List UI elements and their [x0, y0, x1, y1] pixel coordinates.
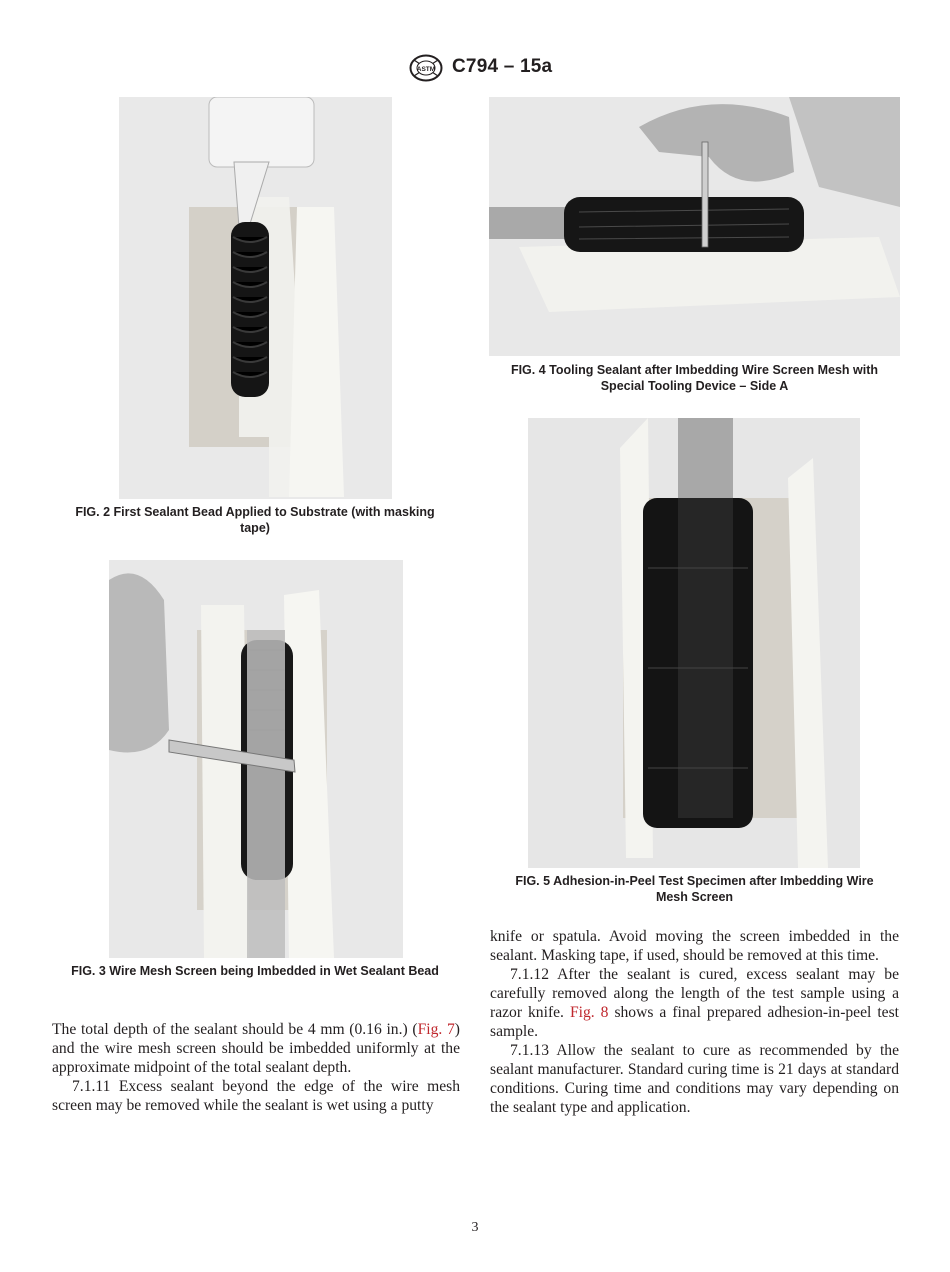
- fig5-photo: [528, 418, 860, 868]
- fig3-caption-line1: FIG. 3 Wire Mesh Screen being Imbedded in Wet Sealant Bead: [71, 964, 439, 978]
- paragraph-7-1-12: 7.1.12 After the sealant is cured, excess sealant may be carefully removed along the length of the test sample using a razor knife. Fig. 8 shows a final prepared adhesion-in-peel test sample.: [490, 966, 899, 1040]
- fig4-photo: [489, 97, 900, 356]
- fig5-caption: [489, 873, 900, 905]
- svg-text:ASTM: ASTM: [416, 66, 436, 73]
- fig3-photo: [109, 560, 403, 958]
- fig2-caption-line1: FIG. 2 First Sealant Bead Applied to Substrate (with masking: [75, 505, 435, 519]
- fig4-caption-line2: Special Tooling Device – Side A: [600, 379, 789, 393]
- right-column-text: [490, 927, 899, 1117]
- paragraph-sealant-depth: The total depth of the sealant should be 4 mm (0.16 in.) (Fig. 7) and the wire mesh screen should be imbedded uniformly at the approximate midpoint of the total sealant depth.: [52, 1021, 460, 1076]
- fig2-caption-line2: tape): [240, 521, 270, 535]
- paragraph-continued: knife or spatula. Avoid moving the screen imbedded in the sealant. Masking tape, if used, should be removed at this time.: [490, 928, 899, 964]
- fig2-caption: [50, 504, 460, 536]
- fig5-caption-line1: FIG. 5 Adhesion-in-Peel Test Specimen after Imbedding Wire: [515, 874, 874, 888]
- left-column-text: [52, 1020, 460, 1115]
- paragraph-7-1-11: 7.1.11 Excess sealant beyond the edge of the wire mesh screen may be removed while the sealant is wet using a putty: [52, 1078, 460, 1114]
- fig2-photo: [119, 97, 392, 499]
- standard-code: C794 – 15a: [452, 56, 553, 77]
- fig3-caption: [50, 963, 460, 979]
- astm-logo: [409, 54, 443, 82]
- fig4-caption: [489, 362, 900, 394]
- fig7-link[interactable]: Fig. 7: [417, 1021, 455, 1038]
- page-number: 3: [471, 1220, 479, 1235]
- fig4-caption-line1: FIG. 4 Tooling Sealant after Imbedding Wire Screen Mesh with: [510, 363, 879, 377]
- paragraph-7-1-13: 7.1.13 Allow the sealant to cure as recommended by the sealant manufacturer. Standard curing time is 21 days at standard conditions. Curing time and conditions may vary depending on the sealant type and application.: [490, 1042, 899, 1116]
- fig8-link[interactable]: Fig. 8: [569, 1004, 609, 1021]
- fig5-caption-line2: Mesh Screen: [655, 890, 734, 904]
